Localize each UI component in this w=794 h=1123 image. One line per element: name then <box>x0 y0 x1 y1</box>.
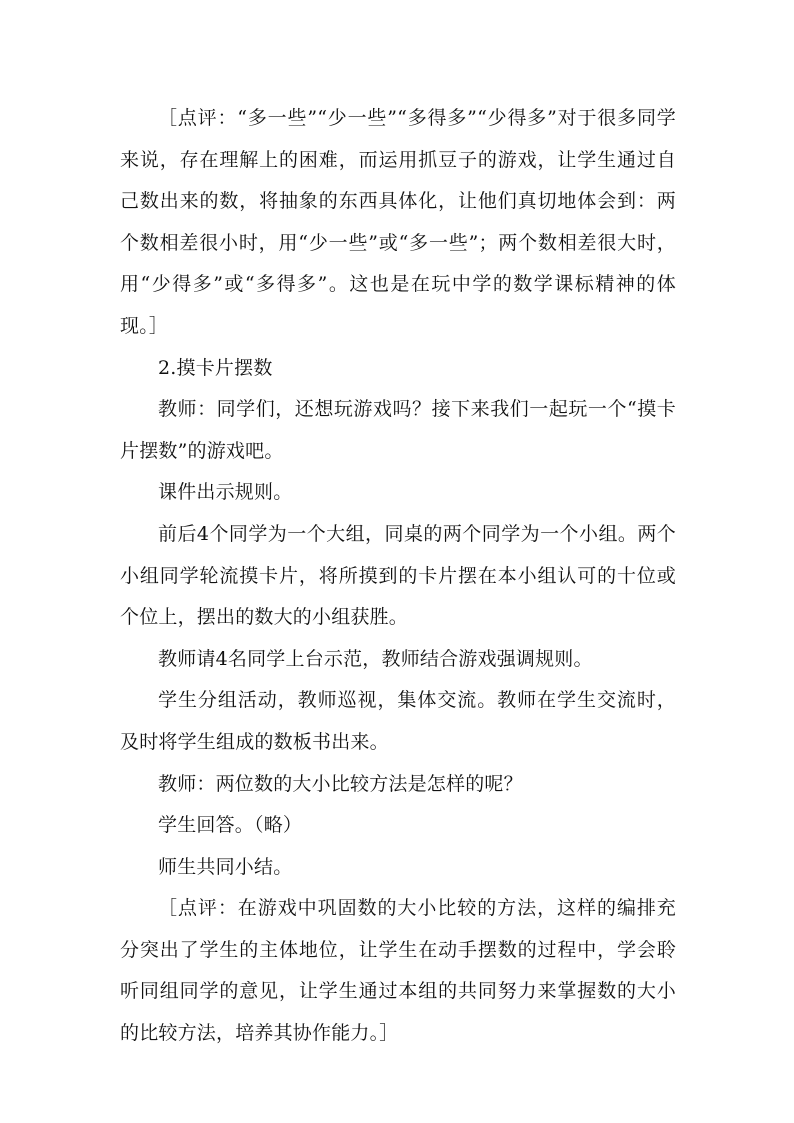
commentary-paragraph-2: ［点评：在游戏中巩固数的大小比较的方法，这样的编排充分突出了学生的主体地位，让学生在动手摆数的过程中，学会聆听同组同学的意见，让学生通过本组的共同努力来掌握数的大小的比较方法，培养其协作能力。］ <box>120 897 676 1045</box>
demonstration-paragraph: 教师请4名同学上台示范，教师结合游戏强调规则。 <box>158 647 593 670</box>
courseware-note: 课件出示规则。 <box>158 481 293 504</box>
student-answer: 学生回答。（略） <box>158 814 303 837</box>
section-heading: 2.摸卡片摆数 <box>158 356 273 379</box>
teacher-question: 教师：两位数的大小比较方法是怎样的呢？ <box>158 772 523 795</box>
game-rules-paragraph: 前后4个同学为一个大组，同桌的两个同学为一个小组。两个小组同学轮流摸卡片，将所摸到的卡片摆在本小组认可的十位或个位上，摆出的数大的小组获胜。 <box>120 522 676 629</box>
teacher-dialogue: 教师：同学们，还想玩游戏吗？接下来我们一起玩一个“摸卡片摆数”的游戏吧。 <box>120 398 676 462</box>
document-body <box>120 98 676 1055</box>
commentary-paragraph: ［点评：“多一些”“少一些”“多得多”“少得多”对于很多同学来说，存在理解上的困难，而运用抓豆子的游戏，让学生通过自己数出来的数，将抽象的东西具体化，让他们真切地体会到：两个数相差很小时，用“少一些”或“多一些”；两个数相差很大时，用“少得多”或“多得多”。这也是在玩中学的数学课标精神的体现。］ <box>120 107 676 337</box>
summary-note: 师生共同小结。 <box>158 855 293 878</box>
group-activity-paragraph: 学生分组活动，教师巡视，集体交流。教师在学生交流时，及时将学生组成的数板书出来。 <box>120 689 676 753</box>
